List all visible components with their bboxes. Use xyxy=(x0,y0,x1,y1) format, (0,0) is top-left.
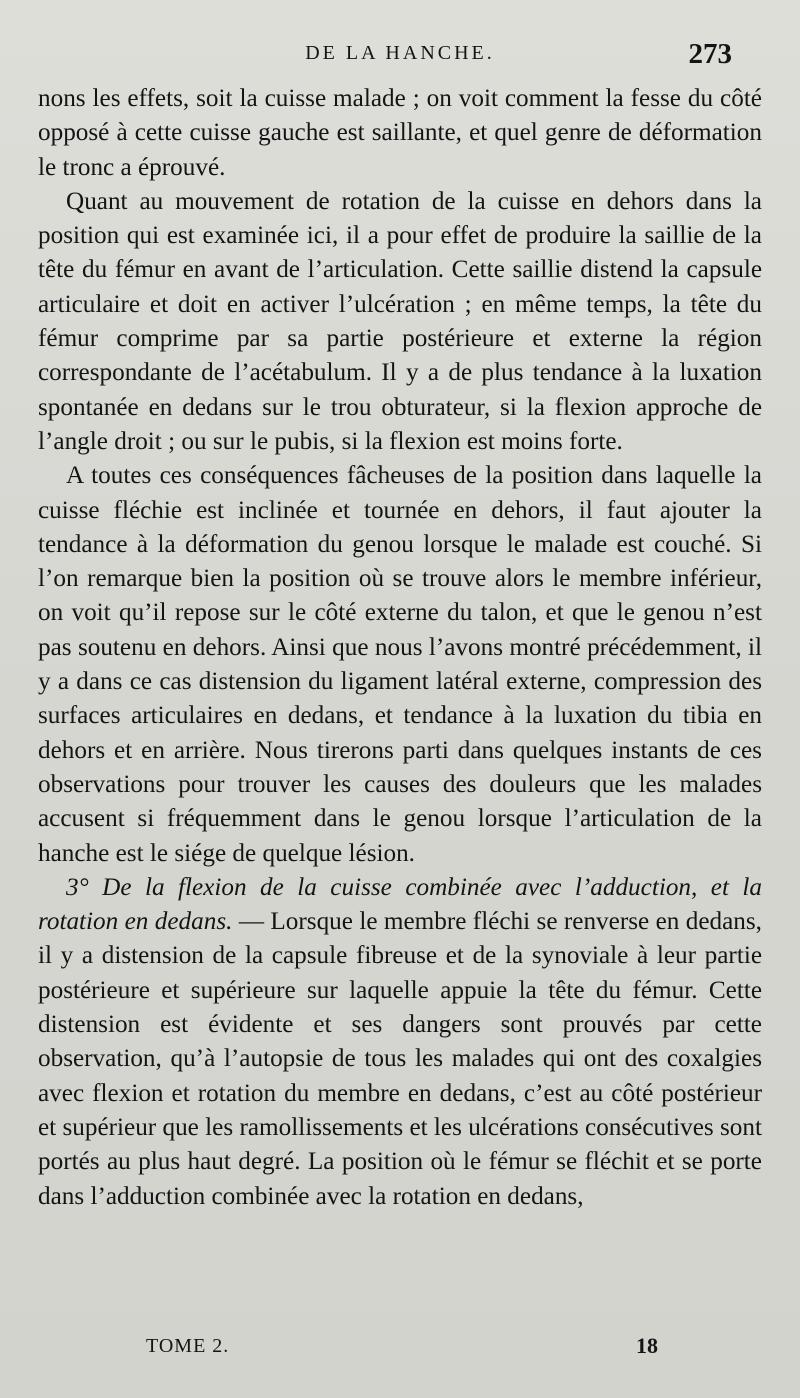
running-title: DE LA HANCHE. xyxy=(305,42,495,64)
tome-label: TOME 2. xyxy=(146,1335,230,1357)
paragraph-4 xyxy=(38,871,762,1214)
paragraph-2: Quant au mouvement de rotation de la cuisse en dehors dans la position qui est examinée ici, il a pour effet de produire la saillie de la tête du fémur en avant de l’articulation. Cette saillie distend la capsule articulaire et doit en activer l’ulcération ; en même temps, la tête du fémur comprime par sa partie postérieure et externe la région correspondante de l’acétabulum. Il y a de plus tendance à la luxation spontanée en dedans sur le trou obturateur, si la flexion approche de l’angle droit ; ou sur le pubis, si la flexion est moins forte. xyxy=(38,187,762,455)
body-text xyxy=(38,82,762,1214)
page-number: 273 xyxy=(688,38,732,70)
paragraph-1: nons les effets, soit la cuisse malade ; on voit comment la fesse du côté opposé à cette cuisse gauche est saillante, et quel genre de déformation le tronc a éprouvé. xyxy=(38,85,762,181)
paragraph-4-text: — Lorsque le membre fléchi se renverse en dedans, il y a distension de la capsule fibreuse et de la synoviale à leur partie postérieure et supérieure sur laquelle appuie la tête du fémur. Cette distension est évidente et ses dangers sont prouvés par cette observation, qu’à l’autopsie de tous les malades qui ont des coxalgies avec flexion et rotation du membre en dedans, c’est au côté postérieur et supérieur que les ramollissements et les ulcérations consécutives sont portés au plus haut degré. La position où le fémur se fléchit et se porte dans l’adduction combinée avec la rotation en dedans, xyxy=(38,908,762,1210)
running-head xyxy=(0,38,800,74)
sheet-signature: 18 xyxy=(636,1333,658,1358)
paragraph-3: A toutes ces conséquences fâcheuses de la position dans laquelle la cuisse fléchie est inclinée et tournée en dehors, il faut ajouter la tendance à la déformation du genou lorsque le malade est couché. Si l’on remarque bien la position où se trouve alors le membre inférieur, on voit qu’il repose sur le côté externe du talon, et que le genou n’est pas soutenu en dehors. Ainsi que nous l’avons montré précédemment, il y a dans ce cas distension du ligament latéral externe, compression des surfaces articulaires en dedans, et tendance à la luxation du tibia en dehors et en arrière. Nous tirerons parti dans quelques instants de ces observations pour trouver les causes des douleurs que les malades accusent si fréquemment dans le genou lorsque l’articulation de la hanche est le siége de quelque lésion. xyxy=(38,462,762,867)
page-footer xyxy=(0,1335,800,1369)
section-heading-italic: 3° De la flexion de la cuisse combinée avec l’adduction, et la rotation en dedans. xyxy=(38,873,762,936)
